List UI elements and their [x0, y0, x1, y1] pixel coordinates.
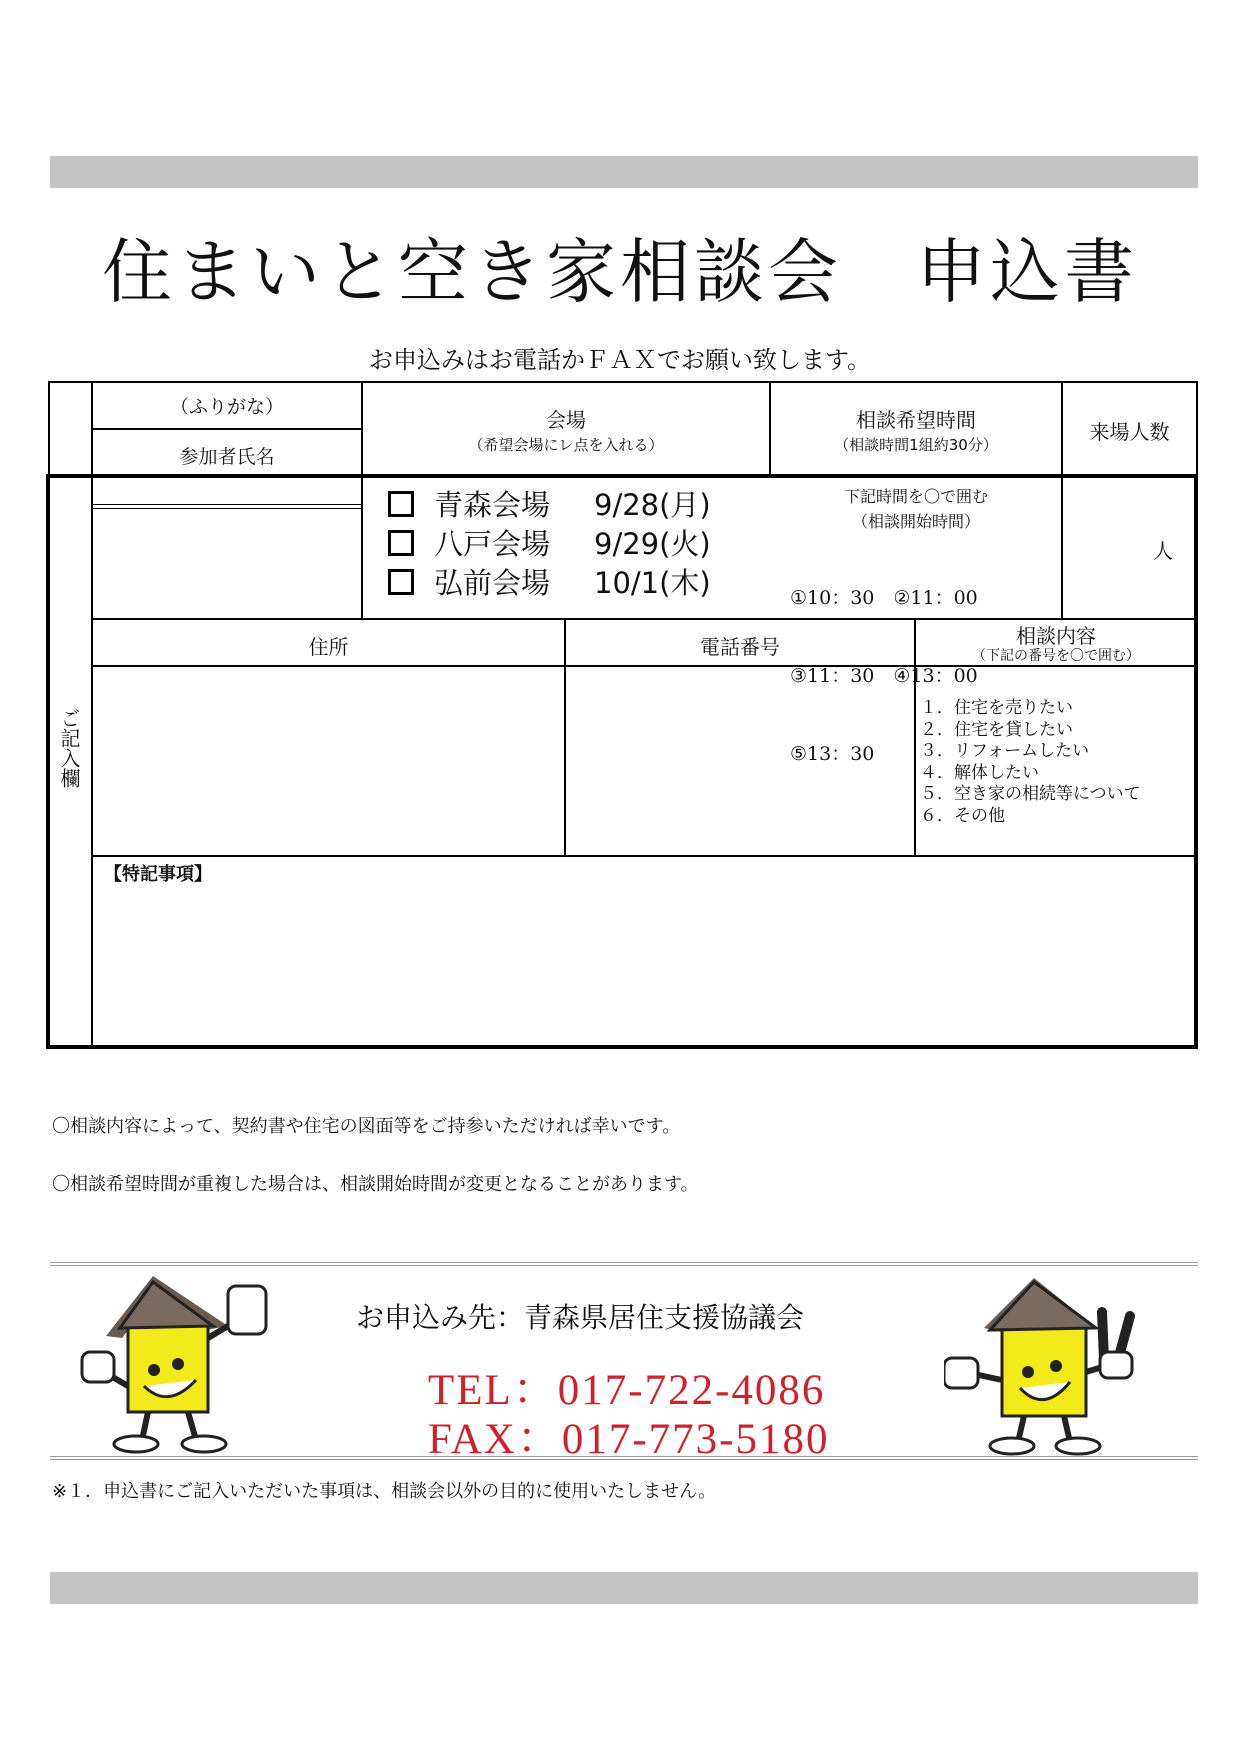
contact-organization: お申込み先：青森県居住支援協議会 [356, 1301, 805, 1334]
consult-header: 相談内容 [1016, 624, 1096, 648]
checkbox-icon[interactable] [388, 530, 414, 556]
consult-topic-item[interactable]: １．住宅を売りたい [920, 698, 1073, 718]
phone-label: 電話番号 [700, 635, 780, 659]
address-field[interactable] [93, 667, 564, 855]
time-subheader: （相談時間1組約30分） [834, 436, 998, 454]
remarks-label: 【特記事項】 [104, 864, 212, 885]
participant-name-label: 参加者氏名 [179, 446, 275, 468]
time-instruction: 下記時間を〇で囲む [843, 487, 988, 506]
attendees-field[interactable] [1065, 480, 1145, 610]
consult-topic-list [920, 698, 1141, 827]
top-band [50, 156, 1198, 188]
remarks-field[interactable] [93, 888, 1193, 1043]
consult-topic-item[interactable]: ２．住宅を貸したい [920, 719, 1073, 740]
note-bring-documents: 〇相談内容によって、契約書や住宅の図面等をご持参いただければ幸いです。 [52, 1116, 681, 1137]
consult-topic-item[interactable]: ５．空き家の相続等について [920, 784, 1141, 804]
time-slot-row[interactable]: ③11：30 ④13：00 [790, 665, 978, 687]
consult-subheader: （下記の番号を〇で囲む） [972, 648, 1140, 664]
contact-fax[interactable]: FAX：017-773-5180 [428, 1416, 830, 1463]
contact-tel[interactable]: TEL：017-722-4086 [428, 1367, 826, 1414]
application-notice: お申込みはお電話かＦＡＸでお願い致します。 [368, 346, 872, 374]
checkbox-icon[interactable] [388, 491, 414, 517]
page-title: 住まいと空き家相談会 申込書 [102, 231, 1138, 313]
house-mascot-icon [944, 1268, 1144, 1458]
furigana-field[interactable] [93, 478, 361, 504]
entry-side-label: ご記入欄 [57, 708, 81, 788]
time-header: 相談希望時間 [856, 408, 976, 432]
time-slot-row[interactable]: ⑤13：30 [790, 743, 875, 765]
venue-subheader: （希望会場にレ点を入れる） [468, 436, 664, 454]
note-time-change: 〇相談希望時間が重複した場合は、相談開始時間が変更となることがあります。 [52, 1174, 699, 1195]
attendees-unit: 人 [1153, 539, 1173, 563]
participant-name-field[interactable] [93, 510, 361, 616]
venue-option-hirosaki[interactable]: 弘前会場 10/1(木) [388, 564, 711, 603]
house-mascot-icon [78, 1268, 278, 1458]
venue-option-aomori[interactable]: 青森会場 9/28(月) [388, 486, 711, 525]
time-slot-row[interactable]: ①10：30 ②11：00 [790, 587, 978, 609]
privacy-footnote: ※１．申込書にご記入いただいた事項は、相談会以外の目的に使用いたしません。 [52, 1481, 717, 1502]
bottom-band [50, 1572, 1198, 1604]
phone-field[interactable] [566, 667, 914, 855]
contact-top-rule [50, 1262, 1198, 1266]
consult-topic-item[interactable]: ４．解体したい [920, 762, 1039, 783]
consult-topic-item[interactable]: ６．その他 [920, 805, 1005, 826]
checkbox-icon[interactable] [388, 569, 414, 595]
consult-topic-item[interactable]: ３．リフォームしたい [920, 741, 1090, 761]
attendees-header: 来場人数 [1089, 420, 1170, 444]
address-label: 住所 [308, 635, 349, 659]
venue-header: 会場 [546, 408, 586, 432]
furigana-label: （ふりがな） [169, 396, 284, 418]
time-instruction-sub: （相談開始時間） [851, 512, 980, 531]
venue-option-hachinohe[interactable]: 八戸会場 9/29(火) [388, 525, 711, 564]
